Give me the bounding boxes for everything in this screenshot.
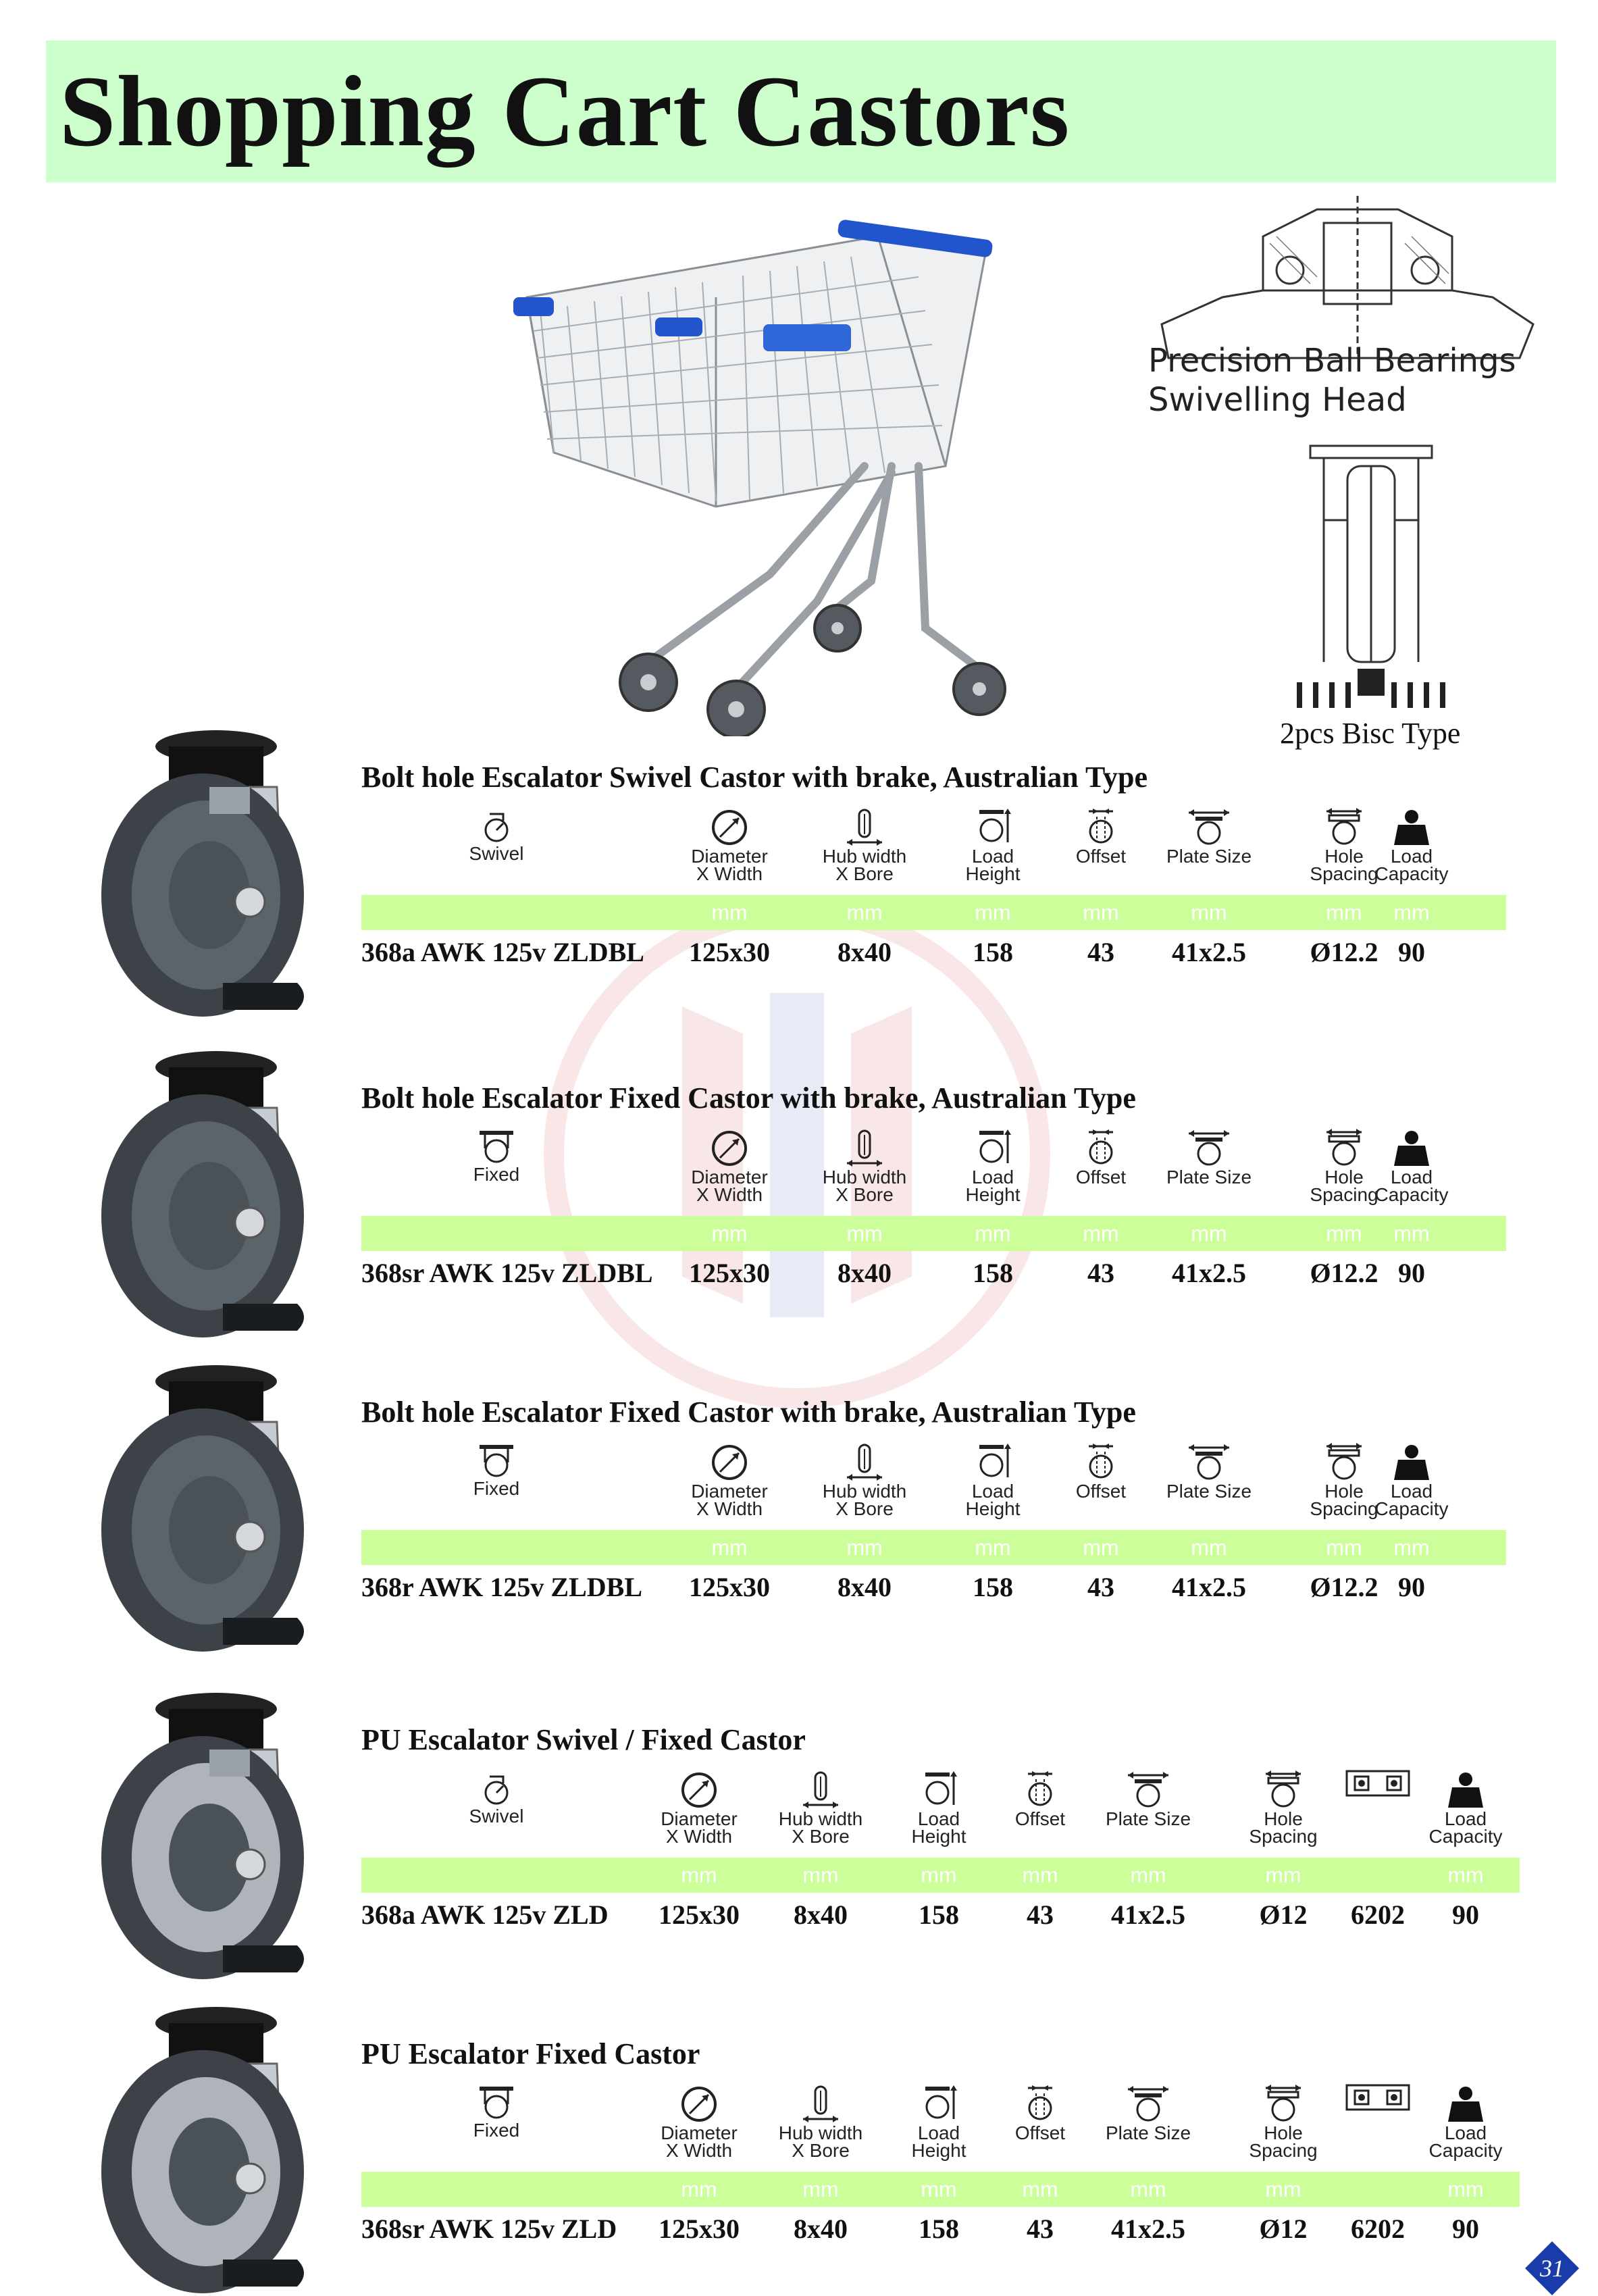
mount-type-spec <box>429 2084 564 2139</box>
icon-label: Capacity <box>1428 2140 1503 2161</box>
unit-label: mm <box>711 1535 748 1560</box>
icon-label: Spacing <box>1249 2140 1318 2161</box>
icon-label: Hole <box>1264 1808 1303 1829</box>
hub-spec <box>797 807 932 883</box>
unit-label: mm <box>1083 1535 1119 1560</box>
plate-spec <box>1141 1442 1277 1500</box>
load-height-value: 158 <box>973 1258 1013 1288</box>
unit-band <box>361 1216 1506 1251</box>
unit-label: mm <box>1130 2177 1166 2201</box>
icon-label: Plate Size <box>1166 846 1252 867</box>
hole-value: Ø12.2 <box>1310 937 1378 967</box>
icon-label: Swivel <box>469 1806 524 1827</box>
icon-label: Diameter <box>691 846 768 867</box>
capacity-spec <box>1398 1770 1533 1845</box>
capacity-value: 90 <box>1398 1258 1425 1288</box>
icon-label: Hub width <box>822 1167 907 1188</box>
icon-label: Load <box>917 2122 960 2143</box>
title-banner <box>46 41 1556 182</box>
icon-label: X Width <box>665 1826 733 1847</box>
icon-label: Height <box>965 1498 1021 1519</box>
bearing-feature-label <box>1148 341 1516 419</box>
hub-icon <box>753 1770 888 1810</box>
hub-spec <box>797 1128 932 1204</box>
icon-label: Hub width <box>778 2122 863 2143</box>
hole-value: Ø12 <box>1259 2214 1308 2244</box>
unit-label: mm <box>921 1863 957 1887</box>
load-height-icon <box>939 1442 1047 1483</box>
table-row <box>361 932 1577 973</box>
icon-label: Height <box>965 863 1021 884</box>
hub-icon <box>797 1442 932 1483</box>
icon-label: Hole <box>1324 1481 1364 1502</box>
section-title: PU Escalator Fixed Castor <box>361 2037 700 2070</box>
icon-label: Plate Size <box>1105 2122 1191 2143</box>
capacity-icon <box>1331 1128 1493 1169</box>
icon-label: Height <box>911 2140 966 2161</box>
mount-type-spec <box>429 1770 564 1825</box>
unit-label: mm <box>1326 1535 1362 1560</box>
bearing-line-2: Swivelling Head <box>1148 381 1407 419</box>
capacity-value: 90 <box>1398 937 1425 967</box>
plate-value: 41x2.5 <box>1172 1572 1246 1602</box>
icon-label: Fixed <box>473 1478 520 1499</box>
model-number: 368a AWK 125v ZLD <box>361 1899 609 1930</box>
icon-label: Hub width <box>822 846 907 867</box>
bisc-type-drawing <box>1283 439 1459 709</box>
icon-label: Fixed <box>473 2120 520 2141</box>
load-height-icon <box>881 2084 996 2124</box>
icon-label: Diameter <box>691 1481 768 1502</box>
castor-photo <box>74 2003 358 2296</box>
capacity-value: 90 <box>1398 1572 1425 1602</box>
icon-label: Load <box>971 846 1014 867</box>
icon-label: Height <box>965 1184 1021 1205</box>
section-title: Bolt hole Escalator Fixed Castor with brake, Australian Type <box>361 1396 1136 1429</box>
offset-value: 43 <box>1027 2214 1054 2244</box>
table-row <box>361 1567 1577 1608</box>
unit-label: mm <box>846 900 883 925</box>
unit-label: mm <box>1022 1863 1058 1887</box>
plate-icon <box>1141 1442 1277 1483</box>
unit-label: mm <box>1393 900 1430 925</box>
diameter-icon <box>632 1770 767 1810</box>
capacity-value: 90 <box>1452 2214 1479 2244</box>
offset-value: 43 <box>1087 937 1114 967</box>
page-title: Shopping Cart Castors <box>59 55 1071 168</box>
offset-spec <box>1047 807 1155 865</box>
capacity-spec <box>1398 2084 1533 2160</box>
shopping-cart-illustration <box>513 196 1040 736</box>
diameter-value: 125x30 <box>659 1899 740 1930</box>
load-height-icon <box>939 807 1047 848</box>
load-height-spec <box>939 807 1047 883</box>
mount-type-icon <box>429 807 564 845</box>
capacity-icon <box>1331 1442 1493 1483</box>
hub-icon <box>797 1128 932 1169</box>
hub-value: 8x40 <box>794 1899 848 1930</box>
unit-label: mm <box>681 2177 717 2201</box>
unit-label: mm <box>802 1863 839 1887</box>
icon-label: Load <box>917 1808 960 1829</box>
hole-value: Ø12.2 <box>1310 1258 1378 1288</box>
unit-label: mm <box>802 2177 839 2201</box>
hub-value: 8x40 <box>794 2214 848 2244</box>
product-section <box>0 726 1598 1023</box>
hub-icon <box>797 807 932 848</box>
icon-label: Diameter <box>661 1808 738 1829</box>
icon-label: Hole <box>1324 1167 1364 1188</box>
load-height-value: 158 <box>919 2214 959 2244</box>
offset-spec <box>1047 1442 1155 1500</box>
icon-label: Plate Size <box>1166 1481 1252 1502</box>
unit-label: mm <box>1022 2177 1058 2201</box>
plate-spec <box>1074 1770 1222 1828</box>
unit-band <box>361 1858 1520 1893</box>
icon-label: Offset <box>1014 2122 1066 2143</box>
unit-label: mm <box>846 1535 883 1560</box>
mount-type-icon <box>429 1442 564 1480</box>
icon-label: Capacity <box>1374 863 1449 884</box>
diameter-icon <box>662 1128 797 1169</box>
icon-label: Height <box>911 1826 966 1847</box>
product-section <box>0 2003 1598 2296</box>
icon-label: X Width <box>665 2140 733 2161</box>
diameter-icon <box>662 1442 797 1483</box>
load-height-icon <box>881 1770 996 1810</box>
hub-spec <box>753 1770 888 1845</box>
unit-label: mm <box>1393 1535 1430 1560</box>
load-height-icon <box>939 1128 1047 1169</box>
icon-label: Load <box>1390 1167 1433 1188</box>
icon-label: Spacing <box>1310 1498 1378 1519</box>
diameter-icon <box>662 807 797 848</box>
unit-label: mm <box>1447 1863 1484 1887</box>
icon-label: Load <box>971 1167 1014 1188</box>
hole-value: Ø12 <box>1259 1899 1308 1930</box>
unit-label: mm <box>681 1863 717 1887</box>
diameter-spec <box>632 2084 767 2160</box>
plate-spec <box>1141 1128 1277 1186</box>
load-height-spec <box>939 1442 1047 1518</box>
section-title: Bolt hole Escalator Swivel Castor with brake, Australian Type <box>361 761 1148 794</box>
icon-label: Capacity <box>1374 1498 1449 1519</box>
icon-label: X Bore <box>835 863 894 884</box>
load-height-spec <box>881 1770 996 1845</box>
capacity-spec <box>1331 807 1493 883</box>
unit-band <box>361 2172 1520 2207</box>
icon-label: Diameter <box>691 1167 768 1188</box>
plate-icon <box>1141 807 1277 848</box>
mount-type-icon <box>429 1128 564 1166</box>
icon-label: Load <box>1390 846 1433 867</box>
table-row <box>361 2209 1577 2249</box>
icon-label: Plate Size <box>1105 1808 1191 1829</box>
unit-label: mm <box>1083 900 1119 925</box>
icon-label: X Bore <box>835 1184 894 1205</box>
unit-label: mm <box>975 1221 1011 1246</box>
diameter-value: 125x30 <box>689 937 770 967</box>
bearing-no-value: 6202 <box>1351 1899 1405 1930</box>
icon-label: Hole <box>1264 2122 1303 2143</box>
icon-label: Load <box>1444 1808 1487 1829</box>
capacity-spec <box>1331 1442 1493 1518</box>
capacity-icon <box>1398 2084 1533 2124</box>
unit-label: mm <box>1083 1221 1119 1246</box>
offset-icon <box>1047 807 1155 848</box>
unit-label: mm <box>975 1535 1011 1560</box>
unit-label: mm <box>1265 2177 1301 2201</box>
product-section <box>0 1047 1598 1344</box>
model-number: 368r AWK 125v ZLDBL <box>361 1572 642 1602</box>
icon-label: X Bore <box>835 1498 894 1519</box>
castor-photo <box>74 1047 358 1344</box>
diameter-spec <box>632 1770 767 1845</box>
page-number: 31 <box>1540 2255 1564 2282</box>
icon-label: Hub width <box>778 1808 863 1829</box>
load-height-value: 158 <box>973 1572 1013 1602</box>
plate-value: 41x2.5 <box>1111 1899 1185 1930</box>
mount-type-spec <box>429 1442 564 1498</box>
unit-label: mm <box>711 1221 748 1246</box>
icon-label: X Bore <box>792 1826 850 1847</box>
icon-label: Plate Size <box>1166 1167 1252 1188</box>
icon-label: Capacity <box>1428 1826 1503 1847</box>
table-row <box>361 1253 1577 1294</box>
unit-label: mm <box>1393 1221 1430 1246</box>
mount-type-spec <box>429 1128 564 1183</box>
unit-label: mm <box>1265 1863 1301 1887</box>
offset-value: 43 <box>1087 1572 1114 1602</box>
icon-label: Diameter <box>661 2122 738 2143</box>
icon-label: Offset <box>1075 1167 1127 1188</box>
table-row <box>361 1895 1577 1935</box>
icon-label: Fixed <box>473 1164 520 1185</box>
plate-spec <box>1074 2084 1222 2142</box>
hub-value: 8x40 <box>837 937 892 967</box>
plate-value: 41x2.5 <box>1111 2214 1185 2244</box>
castor-photo <box>74 726 358 1023</box>
diameter-spec <box>662 1442 797 1518</box>
icon-label: X Width <box>696 1498 763 1519</box>
unit-label: mm <box>1447 2177 1484 2201</box>
plate-icon <box>1141 1128 1277 1169</box>
offset-icon <box>1047 1128 1155 1169</box>
diameter-value: 125x30 <box>689 1258 770 1288</box>
unit-band <box>361 1530 1506 1565</box>
icon-label: Spacing <box>1249 1826 1318 1847</box>
icon-label: Load <box>1444 2122 1487 2143</box>
icon-label: Load <box>1390 1481 1433 1502</box>
plate-icon <box>1074 1770 1222 1810</box>
hole-value: Ø12.2 <box>1310 1572 1378 1602</box>
offset-value: 43 <box>1027 1899 1054 1930</box>
unit-band <box>361 895 1506 930</box>
icon-label: Swivel <box>469 843 524 864</box>
bisc-type-label: 2pcs Bisc Type <box>1280 717 1461 750</box>
icon-label: Spacing <box>1310 1184 1378 1205</box>
plate-spec <box>1141 807 1277 865</box>
bearing-line-1: Precision Ball Bearings <box>1148 342 1516 380</box>
capacity-icon <box>1331 807 1493 848</box>
hub-value: 8x40 <box>837 1572 892 1602</box>
load-height-value: 158 <box>919 1899 959 1930</box>
unit-label: mm <box>1191 900 1227 925</box>
icon-label: Offset <box>1014 1808 1066 1829</box>
icon-label: X Width <box>696 1184 763 1205</box>
icon-label: Offset <box>1075 846 1127 867</box>
diameter-value: 125x30 <box>659 2214 740 2244</box>
icon-label: Offset <box>1075 1481 1127 1502</box>
castor-photo <box>74 1361 358 1658</box>
diameter-spec <box>662 1128 797 1204</box>
icon-label: Capacity <box>1374 1184 1449 1205</box>
unit-label: mm <box>1326 1221 1362 1246</box>
product-section <box>0 1361 1598 1658</box>
plate-value: 41x2.5 <box>1172 1258 1246 1288</box>
mount-type-icon <box>429 1770 564 1808</box>
diameter-icon <box>632 2084 767 2124</box>
icon-label: Hub width <box>822 1481 907 1502</box>
offset-value: 43 <box>1087 1258 1114 1288</box>
hub-spec <box>753 2084 888 2160</box>
icon-label: X Bore <box>792 2140 850 2161</box>
icon-label: Load <box>971 1481 1014 1502</box>
plate-icon <box>1074 2084 1222 2124</box>
load-height-spec <box>939 1128 1047 1204</box>
load-height-value: 158 <box>973 937 1013 967</box>
offset-spec <box>1047 1128 1155 1186</box>
bearing-no-value: 6202 <box>1351 2214 1405 2244</box>
icon-label: X Width <box>696 863 763 884</box>
unit-label: mm <box>975 900 1011 925</box>
hub-icon <box>753 2084 888 2124</box>
plate-value: 41x2.5 <box>1172 937 1246 967</box>
icon-label: Hole <box>1324 846 1364 867</box>
unit-label: mm <box>711 900 748 925</box>
model-number: 368sr AWK 125v ZLDBL <box>361 1258 653 1288</box>
castor-photo <box>74 1689 358 1986</box>
load-height-spec <box>881 2084 996 2160</box>
unit-label: mm <box>1191 1535 1227 1560</box>
diameter-value: 125x30 <box>689 1572 770 1602</box>
product-section <box>0 1689 1598 1986</box>
hub-spec <box>797 1442 932 1518</box>
diameter-spec <box>662 807 797 883</box>
unit-label: mm <box>1326 900 1362 925</box>
capacity-value: 90 <box>1452 1899 1479 1930</box>
mount-type-icon <box>429 2084 564 2122</box>
unit-label: mm <box>1130 1863 1166 1887</box>
unit-label: mm <box>1191 1221 1227 1246</box>
unit-label: mm <box>846 1221 883 1246</box>
unit-label: mm <box>921 2177 957 2201</box>
icon-label: Spacing <box>1310 863 1378 884</box>
offset-icon <box>1047 1442 1155 1483</box>
mount-type-spec <box>429 807 564 863</box>
model-number: 368a AWK 125v ZLDBL <box>361 937 644 967</box>
hub-value: 8x40 <box>837 1258 892 1288</box>
section-title: PU Escalator Swivel / Fixed Castor <box>361 1723 806 1756</box>
capacity-spec <box>1331 1128 1493 1204</box>
model-number: 368sr AWK 125v ZLD <box>361 2214 617 2244</box>
section-title: Bolt hole Escalator Fixed Castor with brake, Australian Type <box>361 1081 1136 1115</box>
capacity-icon <box>1398 1770 1533 1810</box>
